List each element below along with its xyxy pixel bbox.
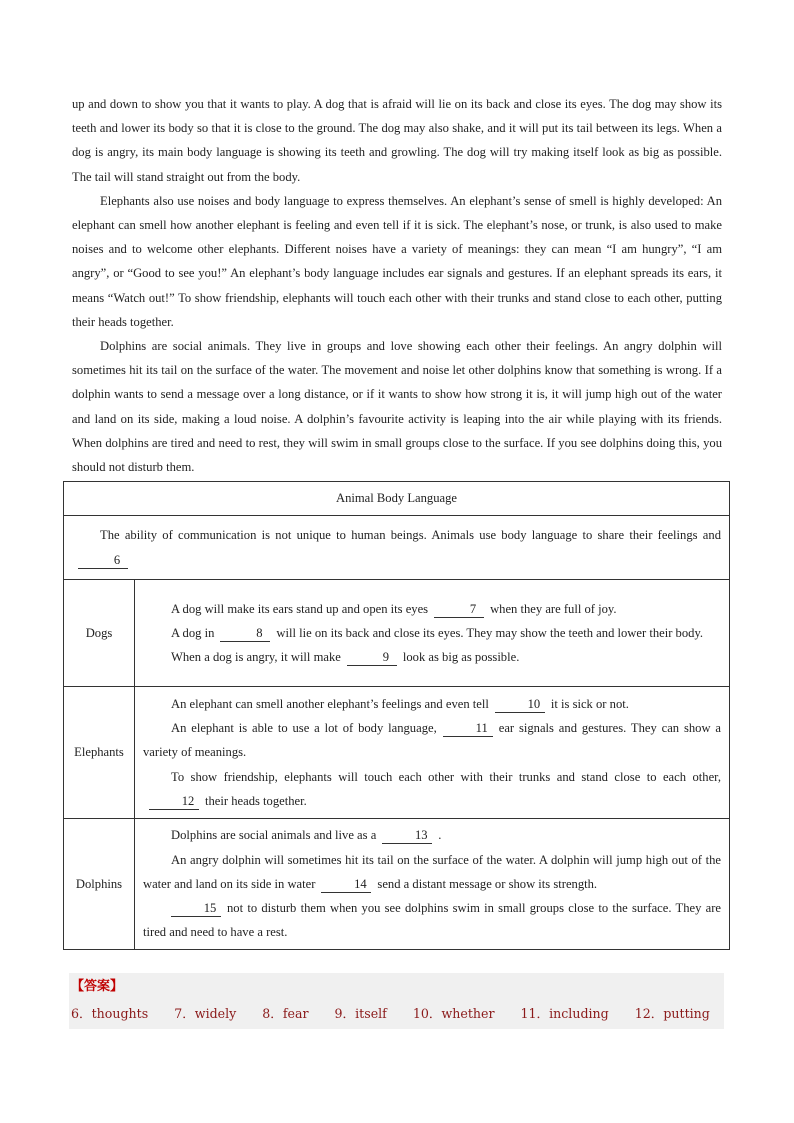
dolphins-line-1-end: . [438, 828, 442, 843]
intro-text: The ability of communication is not unique to human beings. Animals use body language to share their feelings and [100, 528, 721, 542]
answer-heading: 【答案】 [71, 979, 124, 994]
blank-13[interactable]: 13 [382, 827, 432, 844]
blank-8[interactable]: 8 [220, 625, 270, 642]
table-title: Animal Body Language [64, 482, 730, 516]
passage-paragraph: Elephants also use noises and body language to express themselves. An elephant’s sense of smell is highly developed: An elephant can smell how another elephant is feeling and even tell if it is sick. The elephant’s nose, or trunk, is also used to make noises and to welcome other elephants. Different noises have a variety of meanings: they can mean “I am hungry”, “I am angry”, or “Good to see you!” An elephant’s body language includes ear signals and gestures. If an elephant spreads its ears, it means “Watch out!” To show friendship, elephants will touch each other with their trunks and stand close to each other, putting their heads together. [72, 193, 722, 329]
dolphins-line-2-text: An angry dolphin will sometimes hit its tail on the surface of the water. A dolphin will jump high out of the water and land on its side in water [143, 852, 721, 891]
elephants-line-1-text: An elephant can smell another elephant’s feelings and even tell [171, 696, 489, 711]
dolphins-content [135, 819, 730, 950]
blank-10[interactable]: 10 [495, 696, 545, 713]
answer-item: 8．fear [262, 1006, 309, 1021]
answer-item: 12．putting [634, 1006, 710, 1021]
row-label-dogs: Dogs [64, 580, 135, 687]
answer-box [69, 973, 724, 1029]
answer-item: 10．whether [412, 1006, 495, 1021]
blank-15[interactable]: 15 [171, 900, 221, 917]
answer-list [71, 1003, 732, 1022]
elephants-line-3-end: their heads together. [205, 793, 307, 808]
table-intro [64, 516, 730, 580]
blank-9[interactable]: 9 [347, 649, 397, 666]
blank-11[interactable]: 11 [443, 720, 493, 737]
elephants-line-3-text: To show friendship, elephants will touch each other with their trunks and stand close to each other, [171, 769, 721, 784]
dogs-line-3-end: look as big as possible. [402, 650, 520, 665]
answer-item: 6．thoughts [71, 1006, 149, 1021]
answer-item: 7．widely [174, 1006, 237, 1021]
answer-item: 11．including [520, 1006, 609, 1021]
answer-item: 9．itself [334, 1006, 387, 1021]
reading-passage [72, 92, 722, 479]
blank-6[interactable]: 6 [78, 552, 128, 569]
dolphins-line-1-text: Dolphins are social animals and live as a [171, 828, 377, 843]
row-label-elephants: Elephants [64, 687, 135, 819]
blank-12[interactable]: 12 [149, 793, 199, 810]
blank-7[interactable]: 7 [434, 601, 484, 618]
elephants-content [135, 687, 730, 819]
blank-14[interactable]: 14 [321, 876, 371, 893]
passage-paragraph: up and down to show you that it wants to play. A dog that is afraid will lie on its back and close its eyes. The dog may show its teeth and lower its body so that it is close to the ground. The dog may also shake, and it will put its tail between its legs. When a dog is angry, its main body language is showing its teeth and growling. The dog will try making itself look as big as possible. The tail will stand straight out from the body. [72, 97, 722, 184]
dogs-content [135, 580, 730, 687]
dogs-line-3-text: When a dog is angry, it will make [171, 650, 341, 665]
row-label-dolphins: Dolphins [64, 819, 135, 950]
dolphins-line-3-end: not to disturb them when you see dolphins swim in small groups close to the surface. They are tired and need to have a rest. [143, 901, 721, 940]
passage-paragraph: Dolphins are social animals. They live in groups and love showing each other their feelings. An angry dolphin will sometimes hit its tail on the surface of the water. The movement and noise let other dolphins know that something is wrong. If a dolphin wants to send a message over a long distance, or if it wants to show how strong it is, it will jump high out of the water and land on its side, making a loud noise. A dolphin’s favourite activity is leaping into the air while playing with its friends. When dolphins are tired and need to rest, they will swim in small groups close to the surface. If you see dolphins doing this, you should not disturb them. [72, 339, 722, 475]
elephants-line-2-end: ear signals and gestures. They can show a variety of meanings. [143, 721, 721, 760]
dogs-line-1-end: when they are full of joy. [490, 601, 617, 616]
elephants-line-1-end: it is sick or not. [550, 696, 629, 711]
dogs-line-2-end: will lie on its back and close its eyes. They may show the teeth and lower their body. [276, 625, 704, 640]
dogs-line-1-text: A dog will make its ears stand up and open its eyes [171, 601, 429, 616]
summary-table [63, 481, 730, 950]
elephants-line-2-text: An elephant is able to use a lot of body language, [171, 721, 437, 736]
dogs-line-2-text: A dog in [171, 625, 215, 640]
dolphins-line-2-end: send a distant message or show its strength. [377, 876, 598, 891]
